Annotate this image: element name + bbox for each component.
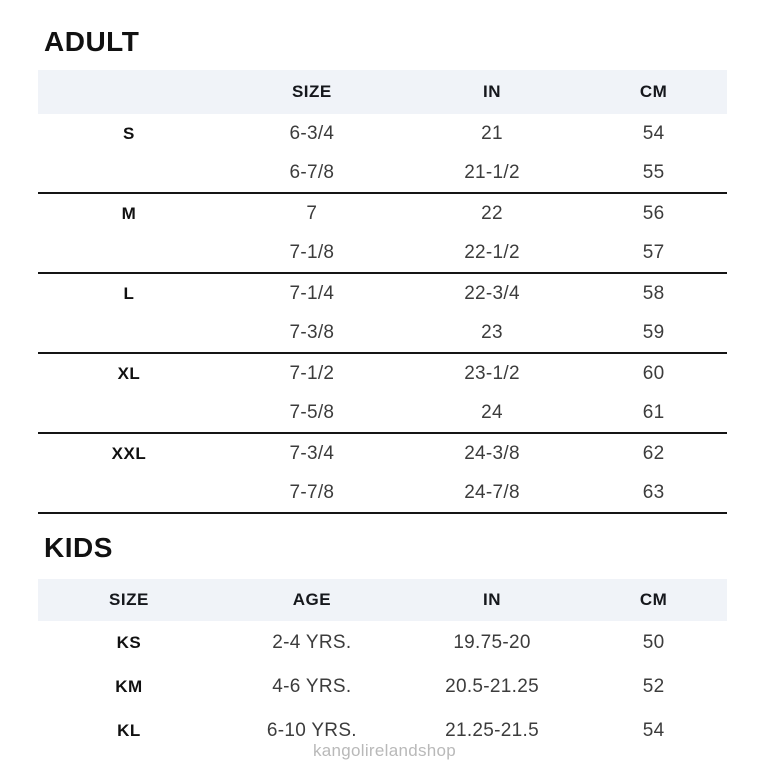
hat-size-cell: 7-3/8 <box>289 321 335 343</box>
kids-table-header <box>38 579 727 621</box>
kids-col-header-in: IN <box>483 590 502 609</box>
age-cell: 4-6 YRS. <box>272 676 352 697</box>
size-cell: L <box>123 283 135 303</box>
size-cell: KL <box>117 721 141 740</box>
cm-cell: 56 <box>642 202 665 224</box>
hat-size-cell: 7-3/4 <box>289 442 335 464</box>
cm-cell: 57 <box>642 241 665 263</box>
inches-cell: 21.25-21.5 <box>445 720 539 741</box>
age-cell: 6-10 YRS. <box>266 720 357 741</box>
hat-size-cell: 7-1/2 <box>289 362 335 384</box>
table-row <box>38 313 727 352</box>
table-row <box>38 114 727 153</box>
size-cell: M <box>121 203 137 223</box>
cm-cell: 61 <box>642 401 665 423</box>
size-group-xxl <box>38 434 727 514</box>
table-row <box>38 233 727 272</box>
size-cell: KS <box>116 633 142 652</box>
table-row <box>38 473 727 512</box>
cm-cell: 52 <box>642 676 665 697</box>
cm-cell: 54 <box>642 720 665 741</box>
adult-table-body <box>38 114 727 514</box>
inches-cell: 24-7/8 <box>464 481 520 503</box>
inches-cell: 24 <box>481 401 503 423</box>
kids-table-body <box>38 621 727 753</box>
size-cell: XL <box>117 363 141 383</box>
watermark-text: kangolirelandshop <box>312 741 457 760</box>
adult-col-header-size: SIZE <box>291 82 332 101</box>
table-row <box>38 274 727 313</box>
adult-section-title: ADULT <box>44 26 140 57</box>
inches-cell: 21-1/2 <box>464 161 520 183</box>
table-row <box>38 621 727 665</box>
inches-cell: 22-1/2 <box>464 241 520 263</box>
kids-section-title: KIDS <box>44 532 113 563</box>
adult-table-header <box>38 70 727 114</box>
size-cell: XXL <box>111 443 147 463</box>
cm-cell: 50 <box>642 632 665 653</box>
inches-cell: 23-1/2 <box>464 362 520 384</box>
table-row <box>38 393 727 432</box>
table-row <box>38 194 727 233</box>
size-group-s <box>38 114 727 194</box>
cm-cell: 60 <box>642 362 665 384</box>
cm-cell: 54 <box>642 122 665 144</box>
hat-size-cell: 7-5/8 <box>289 401 335 423</box>
hat-size-cell: 7-1/8 <box>289 241 335 263</box>
kids-col-header-age: AGE <box>292 590 332 609</box>
inches-cell: 23 <box>481 321 503 343</box>
size-group-m <box>38 194 727 274</box>
size-group-xl <box>38 354 727 434</box>
table-row <box>38 665 727 709</box>
inches-cell: 22-3/4 <box>464 282 520 304</box>
cm-cell: 62 <box>642 442 665 464</box>
inches-cell: 24-3/8 <box>464 442 520 464</box>
adult-col-header-cm: CM <box>639 82 668 101</box>
hat-size-cell: 7-1/4 <box>289 282 335 304</box>
cm-cell: 55 <box>642 161 665 183</box>
hat-size-cell: 7-7/8 <box>289 481 335 503</box>
table-row <box>38 434 727 473</box>
kids-col-header-size: SIZE <box>109 590 149 609</box>
inches-cell: 22 <box>481 202 503 224</box>
kids-col-header-cm: CM <box>639 590 668 609</box>
table-row <box>38 354 727 393</box>
inches-cell: 19.75-20 <box>453 632 531 653</box>
cm-cell: 63 <box>642 481 665 503</box>
inches-cell: 21 <box>481 122 503 144</box>
size-cell: KM <box>115 677 143 696</box>
adult-col-header-in: IN <box>483 82 502 101</box>
age-cell: 2-4 YRS. <box>272 632 352 653</box>
cm-cell: 59 <box>642 321 665 343</box>
size-cell: S <box>123 123 135 143</box>
cm-cell: 58 <box>642 282 665 304</box>
hat-size-cell: 6-7/8 <box>289 161 335 183</box>
table-row <box>38 153 727 192</box>
inches-cell: 20.5-21.25 <box>445 676 539 697</box>
hat-size-cell: 6-3/4 <box>289 122 335 144</box>
size-group-l <box>38 274 727 354</box>
hat-size-cell: 7 <box>306 202 318 224</box>
